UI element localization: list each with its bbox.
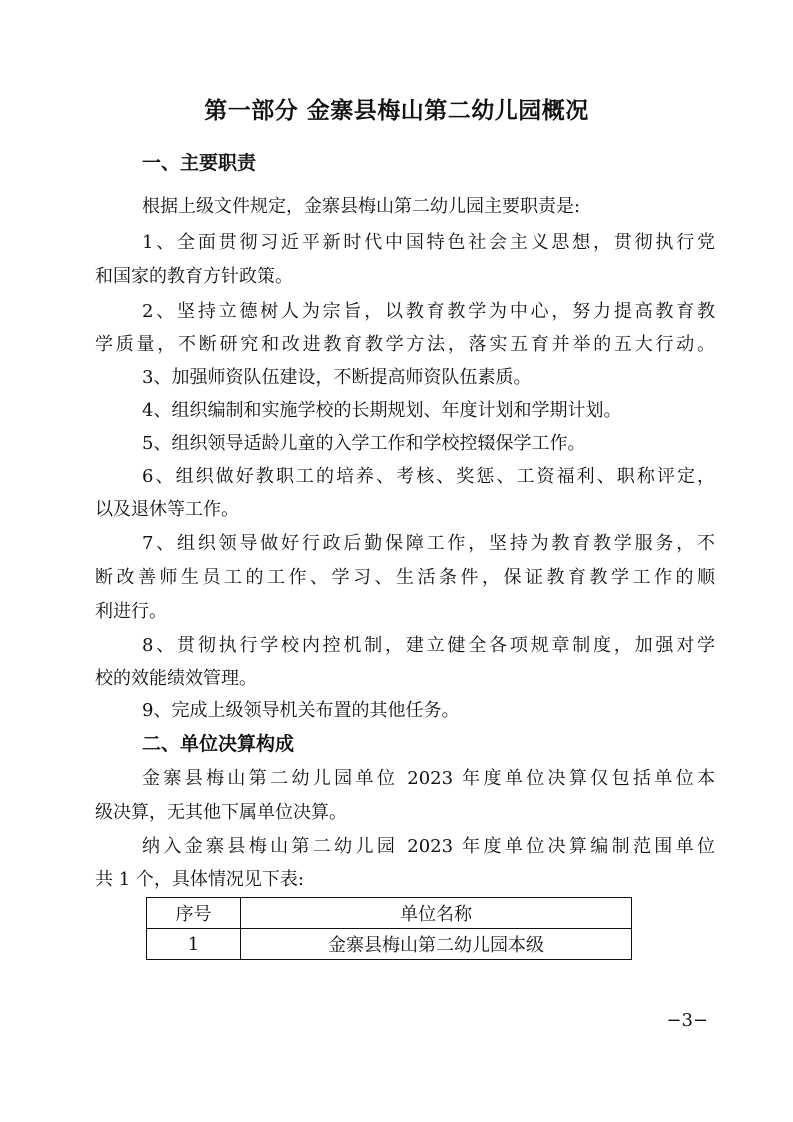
paragraph-line: 根据上级文件规定，金寨县梅山第二幼儿园主要职责是:	[142, 196, 581, 217]
table-header-cell: 序号	[147, 898, 241, 929]
paragraph-line: 和国家的教育方针政策。	[95, 266, 293, 287]
table-header-cell: 单位名称	[241, 898, 632, 929]
table-cell: 金寨县梅山第二幼儿园本级	[241, 929, 632, 960]
paragraph-line: 级决算，无其他下属单位决算。	[95, 802, 347, 823]
paragraph-line: 金寨县梅山第二幼儿园单位 2023 年度单位决算仅包括单位本	[142, 768, 715, 789]
paragraph-line: 断改善师生员工的工作、学习、生活条件，保证教育教学工作的顺	[95, 567, 715, 588]
unit-table	[146, 897, 632, 960]
table-row	[147, 929, 632, 960]
paragraph-line: 以及退休等工作。	[95, 499, 239, 520]
paragraph-line: 1、全面贯彻习近平新时代中国特色社会主义思想，贯彻执行党	[142, 232, 715, 253]
page-number: −3−	[666, 1010, 708, 1031]
section-heading-budget-composition: 二、单位决算构成	[142, 733, 295, 755]
paragraph-line: 3、加强师资队伍建设，不断提高师资队伍素质。	[142, 367, 532, 388]
section-heading-main-duties: 一、主要职责	[142, 152, 257, 174]
page-title: 第一部分 金寨县梅山第二幼儿园概况	[204, 97, 589, 124]
table-cell: 1	[147, 929, 241, 960]
paragraph-line: 利进行。	[95, 601, 167, 622]
paragraph-line: 6、组织做好教职工的培养、考核、奖惩、工资福利、职称评定，	[142, 466, 715, 487]
paragraph-line: 4、组织编制和实施学校的长期规划、年度计划和学期计划。	[142, 400, 622, 421]
paragraph-line: 5、组织领导适龄儿童的入学工作和学校控辍保学工作。	[142, 433, 586, 454]
paragraph-line: 7、组织领导做好行政后勤保障工作，坚持为教育教学服务，不	[142, 533, 715, 554]
paragraph-line: 校的效能绩效管理。	[95, 668, 257, 689]
paragraph-line: 9、完成上级领导机关布置的其他任务。	[142, 700, 460, 721]
paragraph-line: 共 1 个，具体情况见下表:	[95, 869, 304, 890]
paragraph-line: 8、贯彻执行学校内控机制，建立健全各项规章制度，加强对学	[142, 635, 715, 656]
table-header-row	[147, 898, 632, 929]
paragraph-line: 2、坚持立德树人为宗旨，以教育教学为中心，努力提高教育教	[142, 301, 715, 322]
paragraph-line: 纳入金寨县梅山第二幼儿园 2023 年度单位决算编制范围单位	[142, 836, 715, 857]
paragraph-line: 学质量，不断研究和改进教育教学方法，落实五育并举的五大行动。	[95, 334, 715, 355]
